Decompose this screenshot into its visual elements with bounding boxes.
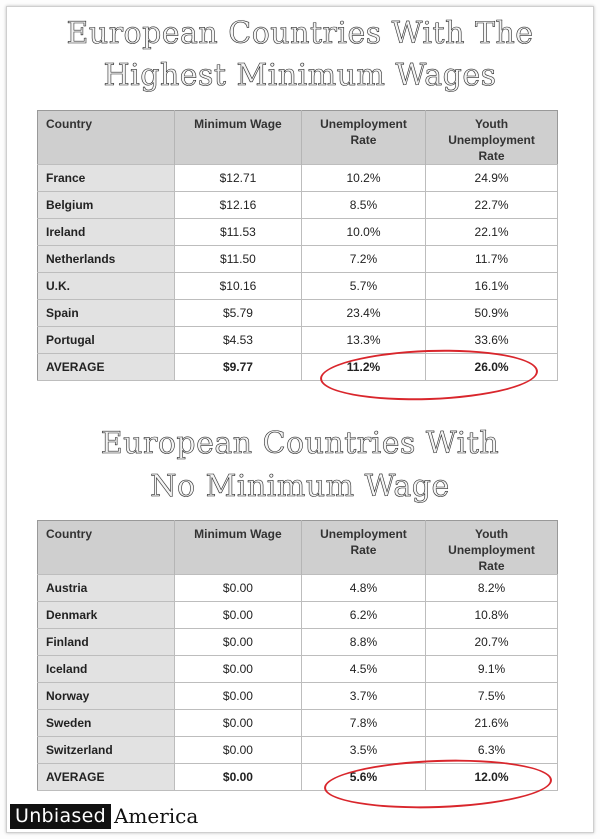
country-cell: Netherlands [38,246,175,273]
table-row [38,192,558,219]
value-cell: 8.5% [301,192,425,219]
table-row [38,602,558,629]
value-cell: 16.1% [426,273,558,300]
value-cell: 6.3% [426,737,558,764]
value-cell: 10.0% [301,219,425,246]
value-cell: 3.5% [301,737,425,764]
country-cell: AVERAGE [38,354,175,381]
value-cell: $9.77 [175,354,302,381]
value-cell: 7.2% [301,246,425,273]
value-cell: 8.8% [301,629,425,656]
table-row [38,710,558,737]
value-cell: 7.8% [301,710,425,737]
value-cell: 50.9% [426,300,558,327]
value-cell: 33.6% [426,327,558,354]
value-cell: $12.16 [175,192,302,219]
value-cell: $0.00 [174,737,301,764]
value-cell: 3.7% [301,683,425,710]
table2-title-line1: European Countries With [100,426,500,461]
country-cell: Switzerland [38,737,175,764]
value-cell: $0.00 [174,710,301,737]
table-row [38,629,558,656]
table-header-row [38,521,558,575]
value-cell: 7.5% [426,683,558,710]
value-cell: $0.00 [174,629,301,656]
column-header: Minimum Wage [175,111,302,165]
table-row [38,327,558,354]
column-header: Unemployment Rate [301,111,425,165]
value-cell: 20.7% [426,629,558,656]
country-cell: Portugal [38,327,175,354]
country-cell: Norway [38,683,175,710]
value-cell: $11.50 [175,246,302,273]
country-cell: Finland [38,629,175,656]
value-cell: 8.2% [426,575,558,602]
value-cell: 10.2% [301,165,425,192]
value-cell: 11.7% [426,246,558,273]
value-cell: 4.8% [301,575,425,602]
value-cell: $0.00 [174,764,301,791]
column-header: Country [38,521,175,575]
table-row [38,575,558,602]
value-cell: 5.7% [301,273,425,300]
table-row [38,246,558,273]
value-cell: $11.53 [175,219,302,246]
value-cell: 10.8% [426,602,558,629]
column-header: Youth Unemployment Rate [426,111,558,165]
value-cell: $12.71 [175,165,302,192]
value-cell: $4.53 [175,327,302,354]
country-cell: Spain [38,300,175,327]
column-header: Unemployment Rate [301,521,425,575]
table-row [38,656,558,683]
country-cell: Sweden [38,710,175,737]
table2-title-line2: No Minimum Wage [150,469,450,504]
value-cell: $5.79 [175,300,302,327]
country-cell: Austria [38,575,175,602]
table-row [38,683,558,710]
table-no-minimum-wage [37,520,558,791]
value-cell: 11.2% [301,354,425,381]
value-cell: $0.00 [174,683,301,710]
value-cell: 6.2% [301,602,425,629]
table-row [38,273,558,300]
value-cell: $10.16 [175,273,302,300]
column-header: Country [38,111,175,165]
value-cell: 9.1% [426,656,558,683]
table-row [38,219,558,246]
value-cell: 13.3% [301,327,425,354]
brand-logo-part2: America [113,804,199,828]
value-cell: 26.0% [426,354,558,381]
country-cell: France [38,165,175,192]
value-cell: $0.00 [174,575,301,602]
value-cell: $0.00 [174,602,301,629]
value-cell: 4.5% [301,656,425,683]
table1-title-line2: Highest Minimum Wages [103,58,497,93]
value-cell: $0.00 [174,656,301,683]
column-header: Youth Unemployment Rate [426,521,558,575]
value-cell: 21.6% [426,710,558,737]
value-cell: 22.1% [426,219,558,246]
table-header-row [38,111,558,165]
country-cell: AVERAGE [38,764,175,791]
brand-logo [10,803,198,829]
table1-title-line1: European Countries With The [66,16,534,51]
value-cell: 5.6% [301,764,425,791]
value-cell: 24.9% [426,165,558,192]
table-highest-minimum-wages [37,110,558,381]
country-cell: Ireland [38,219,175,246]
table-row [38,300,558,327]
value-cell: 22.7% [426,192,558,219]
value-cell: 12.0% [426,764,558,791]
table-row [38,165,558,192]
country-cell: Belgium [38,192,175,219]
country-cell: U.K. [38,273,175,300]
value-cell: 23.4% [301,300,425,327]
brand-logo-part1: Unbiased [10,804,111,829]
country-cell: Iceland [38,656,175,683]
column-header: Minimum Wage [174,521,301,575]
country-cell: Denmark [38,602,175,629]
